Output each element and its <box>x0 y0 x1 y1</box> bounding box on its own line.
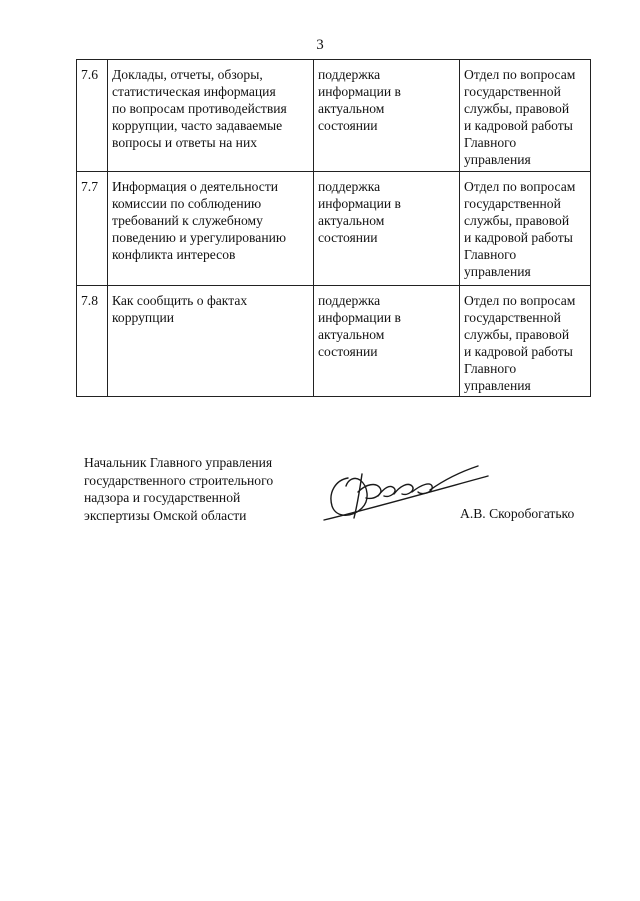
measure-responsible: Отдел по вопросам государственной службы, правовой и кадровой работы Главного управления <box>464 67 576 167</box>
measure-title: Информация о деятельности комиссии по соблюдению требований к служебному поведению и урегулированию конфликта интересов <box>112 179 287 262</box>
position-line: Начальник Главного управления <box>84 455 273 470</box>
period-cell <box>314 286 460 397</box>
measure-responsible: Отдел по вопросам государственной службы, правовой и кадровой работы Главного управления <box>464 293 576 393</box>
measure-period: поддержка информации в актуальном состоянии <box>318 293 401 359</box>
measure-title-cell <box>108 286 314 397</box>
row-number: 7.7 <box>77 172 108 286</box>
measure-title-cell <box>108 172 314 286</box>
measures-table <box>76 59 591 397</box>
page-number: 3 <box>316 37 324 53</box>
measure-title: Как сообщить о фактах коррупции <box>112 293 248 325</box>
measure-title: Доклады, отчеты, обзоры, статистическая информация по вопросам противодействия коррупции, часто задаваемые вопросы и ответы на них <box>112 67 287 150</box>
responsible-cell <box>460 172 591 286</box>
period-cell <box>314 60 460 172</box>
table-row <box>77 286 591 397</box>
measure-responsible: Отдел по вопросам государственной службы, правовой и кадровой работы Главного управления <box>464 179 576 279</box>
position-line: экспертизы Омской области <box>84 507 247 523</box>
row-number: 7.6 <box>77 60 108 172</box>
responsible-cell <box>460 286 591 397</box>
table-row <box>77 60 591 172</box>
measure-title-cell <box>108 60 314 172</box>
signatory-position <box>84 454 344 524</box>
signer-name: А.В. Скоробогатько <box>460 506 575 521</box>
measure-period: поддержка информации в актуальном состоянии <box>318 67 401 133</box>
row-number: 7.8 <box>77 286 108 397</box>
period-cell <box>314 172 460 286</box>
measure-period: поддержка информации в актуальном состоянии <box>318 179 401 245</box>
position-line: государственного строительного <box>84 472 274 488</box>
table-row <box>77 172 591 286</box>
responsible-cell <box>460 60 591 172</box>
position-line: надзора и государственной <box>84 490 241 505</box>
